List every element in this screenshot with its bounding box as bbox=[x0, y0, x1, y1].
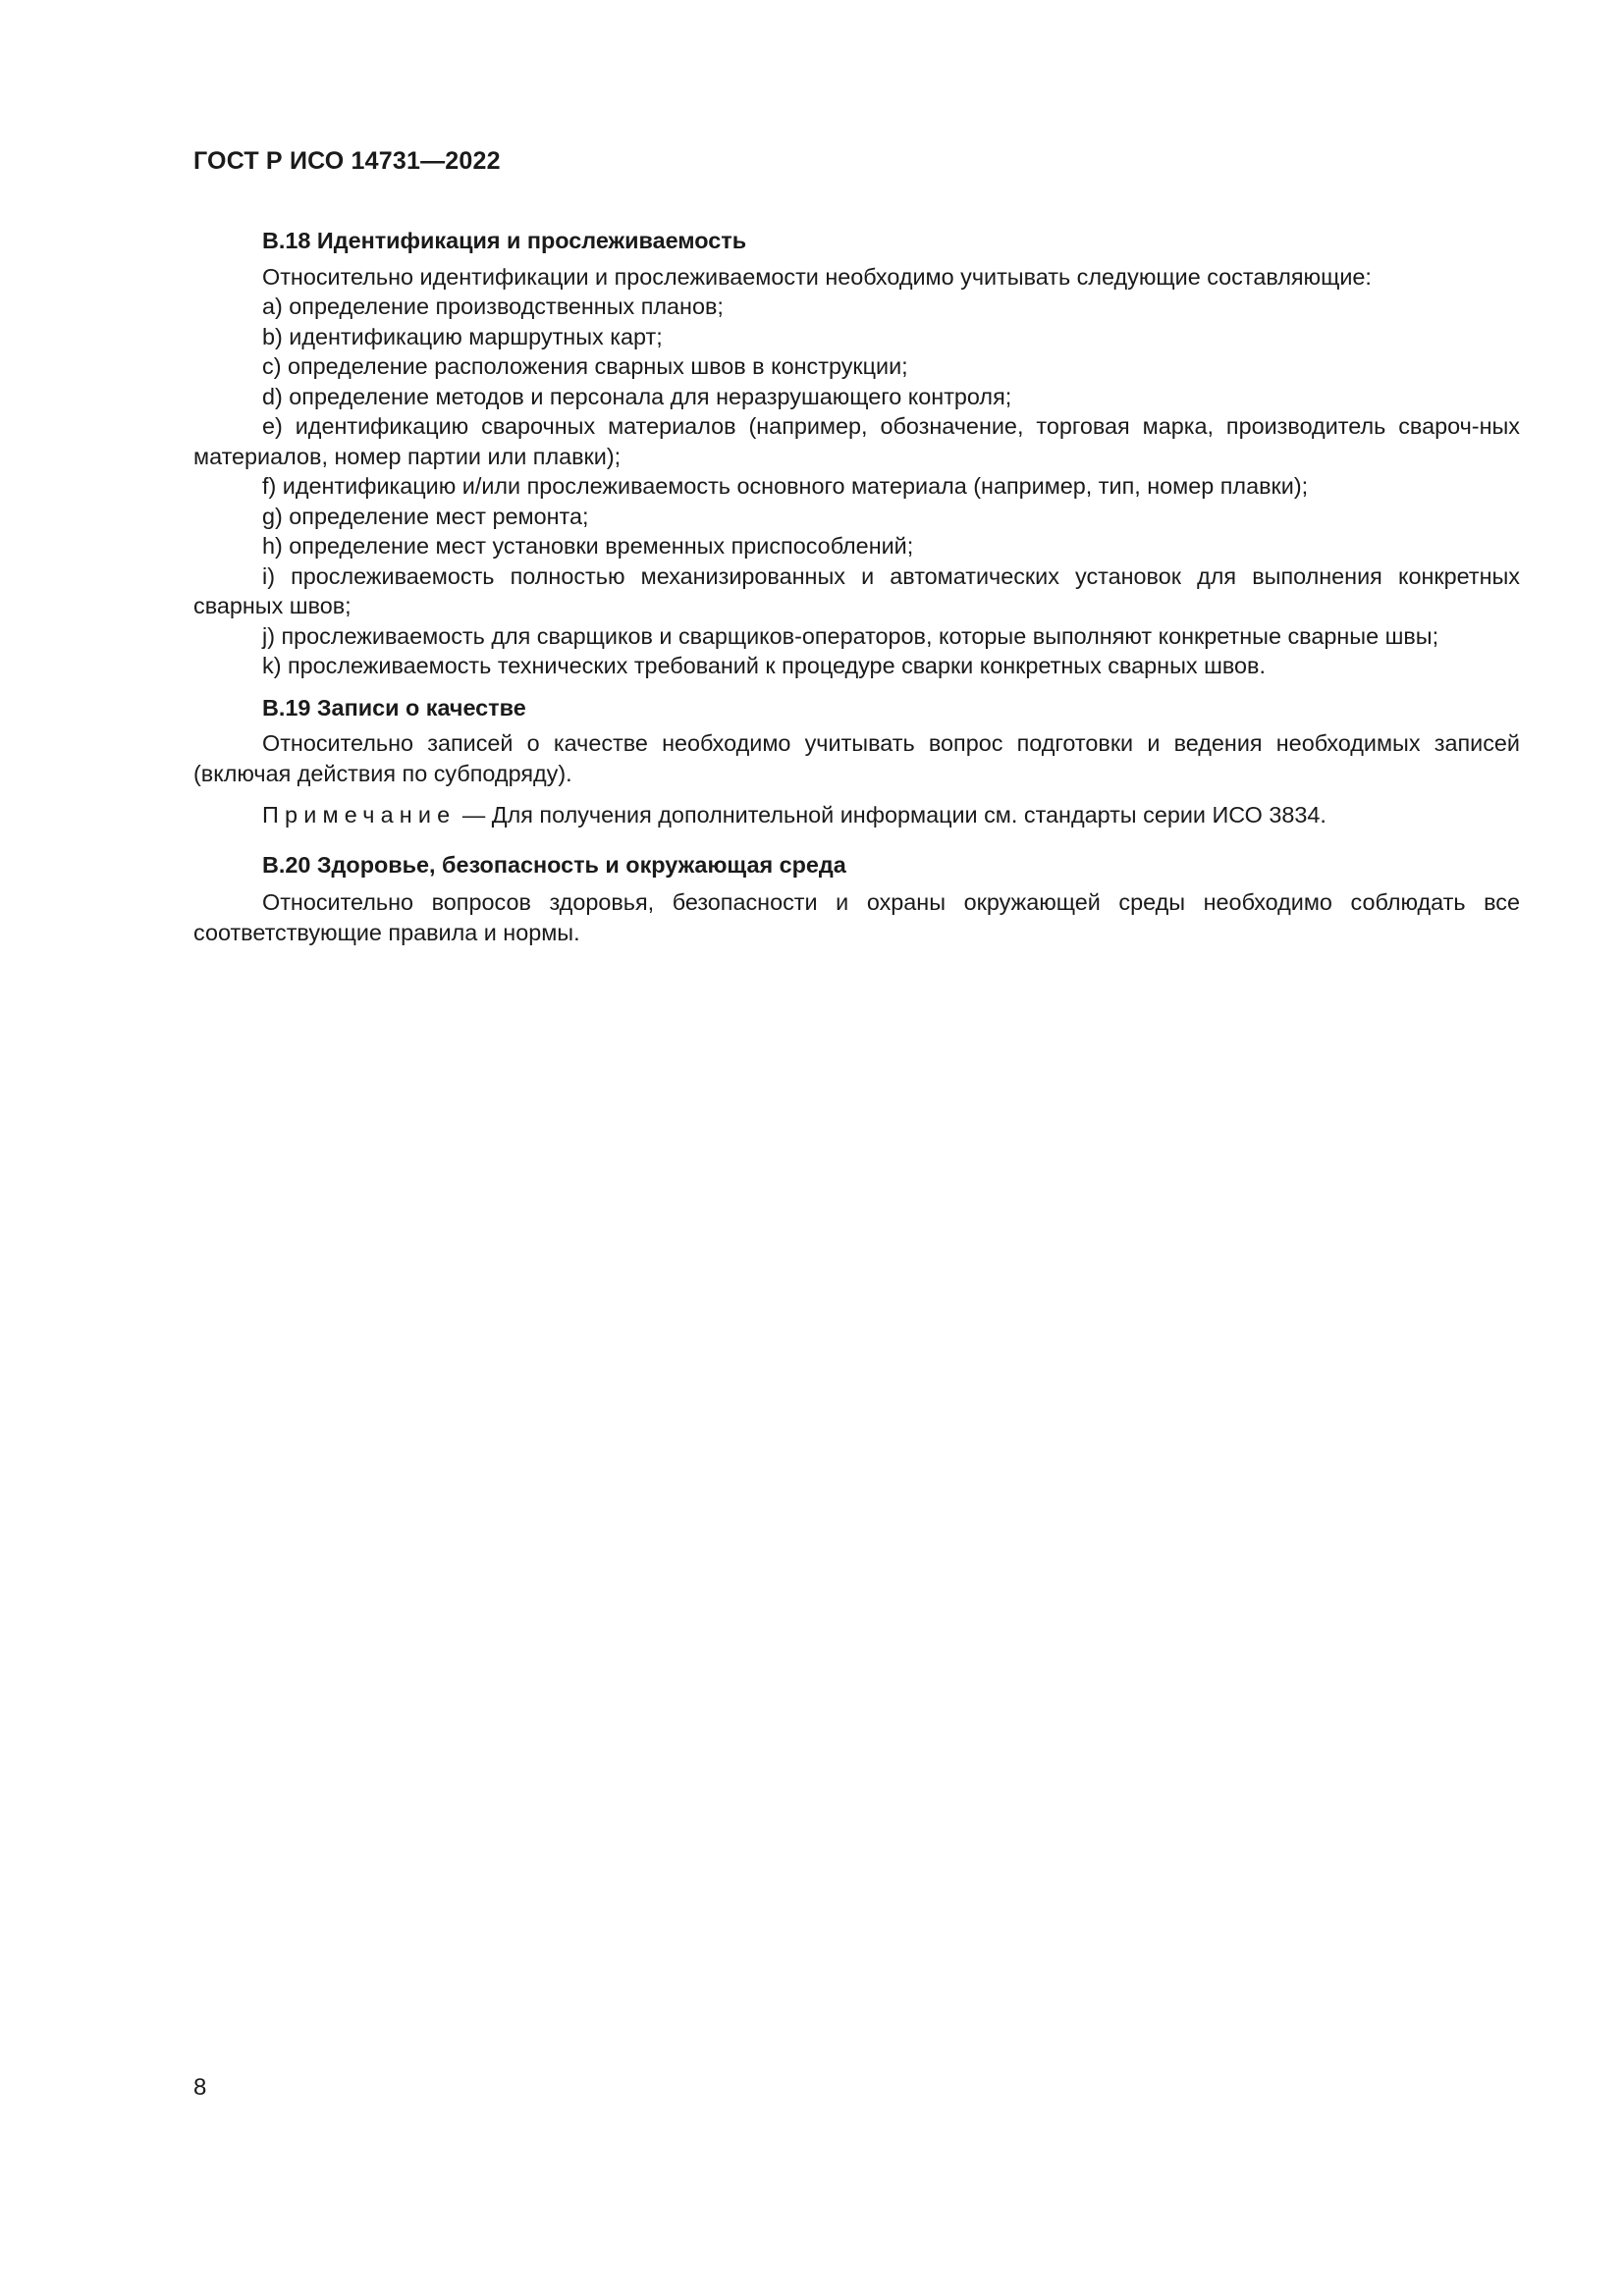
page-number: 8 bbox=[193, 2074, 207, 2101]
section-heading-b19: B.19 Записи о качестве bbox=[262, 694, 526, 721]
list-item-k: k) прослеживаемость технических требований к процедуре сварки конкретных сварных швов. bbox=[262, 653, 1266, 678]
list-item-c: c) определение расположения сварных швов в конструкции; bbox=[262, 353, 908, 379]
document-body bbox=[193, 226, 1520, 947]
section-b19-text: Относительно записей о качестве необходимо учитывать вопрос подготовки и ведения необходимых записей (включая действия по субподряду). bbox=[193, 730, 1520, 786]
list-item-h: h) определение мест установки временных приспособлений; bbox=[262, 533, 914, 559]
list-item-b: b) идентификацию маршрутных карт; bbox=[262, 323, 663, 349]
list-item-e: e) идентификацию сварочных материалов (например, обозначение, торговая марка, производитель свароч-ных материалов, номер партии или плавки); bbox=[193, 413, 1520, 469]
note-label: Примечание bbox=[262, 802, 457, 828]
list-item-d: d) определение методов и персонала для неразрушающего контроля; bbox=[262, 383, 1012, 409]
document-code-header: ГОСТ Р ИСО 14731—2022 bbox=[193, 147, 501, 175]
section-heading-b18: B.18 Идентификация и прослеживаемость bbox=[262, 228, 747, 253]
section-b18-intro: Относительно идентификации и прослеживаемости необходимо учитывать следующие составляющие: bbox=[262, 263, 1372, 290]
list-item-a: a) определение производственных планов; bbox=[262, 294, 724, 319]
note bbox=[193, 800, 1520, 830]
list-item-i: i) прослеживаемость полностью механизированных и автоматических установок для выполнения конкретных сварных швов; bbox=[193, 562, 1520, 618]
note-text: — Для получения дополнительной информации см. стандарты серии ИСО 3834. bbox=[456, 802, 1326, 828]
list-item-g: g) определение мест ремонта; bbox=[262, 503, 589, 529]
section-heading-b20: B.20 Здоровье, безопасность и окружающая среда bbox=[262, 851, 846, 878]
list-item-f: f) идентификацию и/или прослеживаемость основного материала (например, тип, номер плавки); bbox=[262, 473, 1309, 499]
section-b20-text: Относительно вопросов здоровья, безопасности и охраны окружающей среды необходимо соблюдать все соответствующие правила и нормы. bbox=[193, 889, 1520, 945]
list-item-j: j) прослеживаемость для сварщиков и сварщиков-операторов, которые выполняют конкретные сварные швы; bbox=[262, 622, 1439, 649]
